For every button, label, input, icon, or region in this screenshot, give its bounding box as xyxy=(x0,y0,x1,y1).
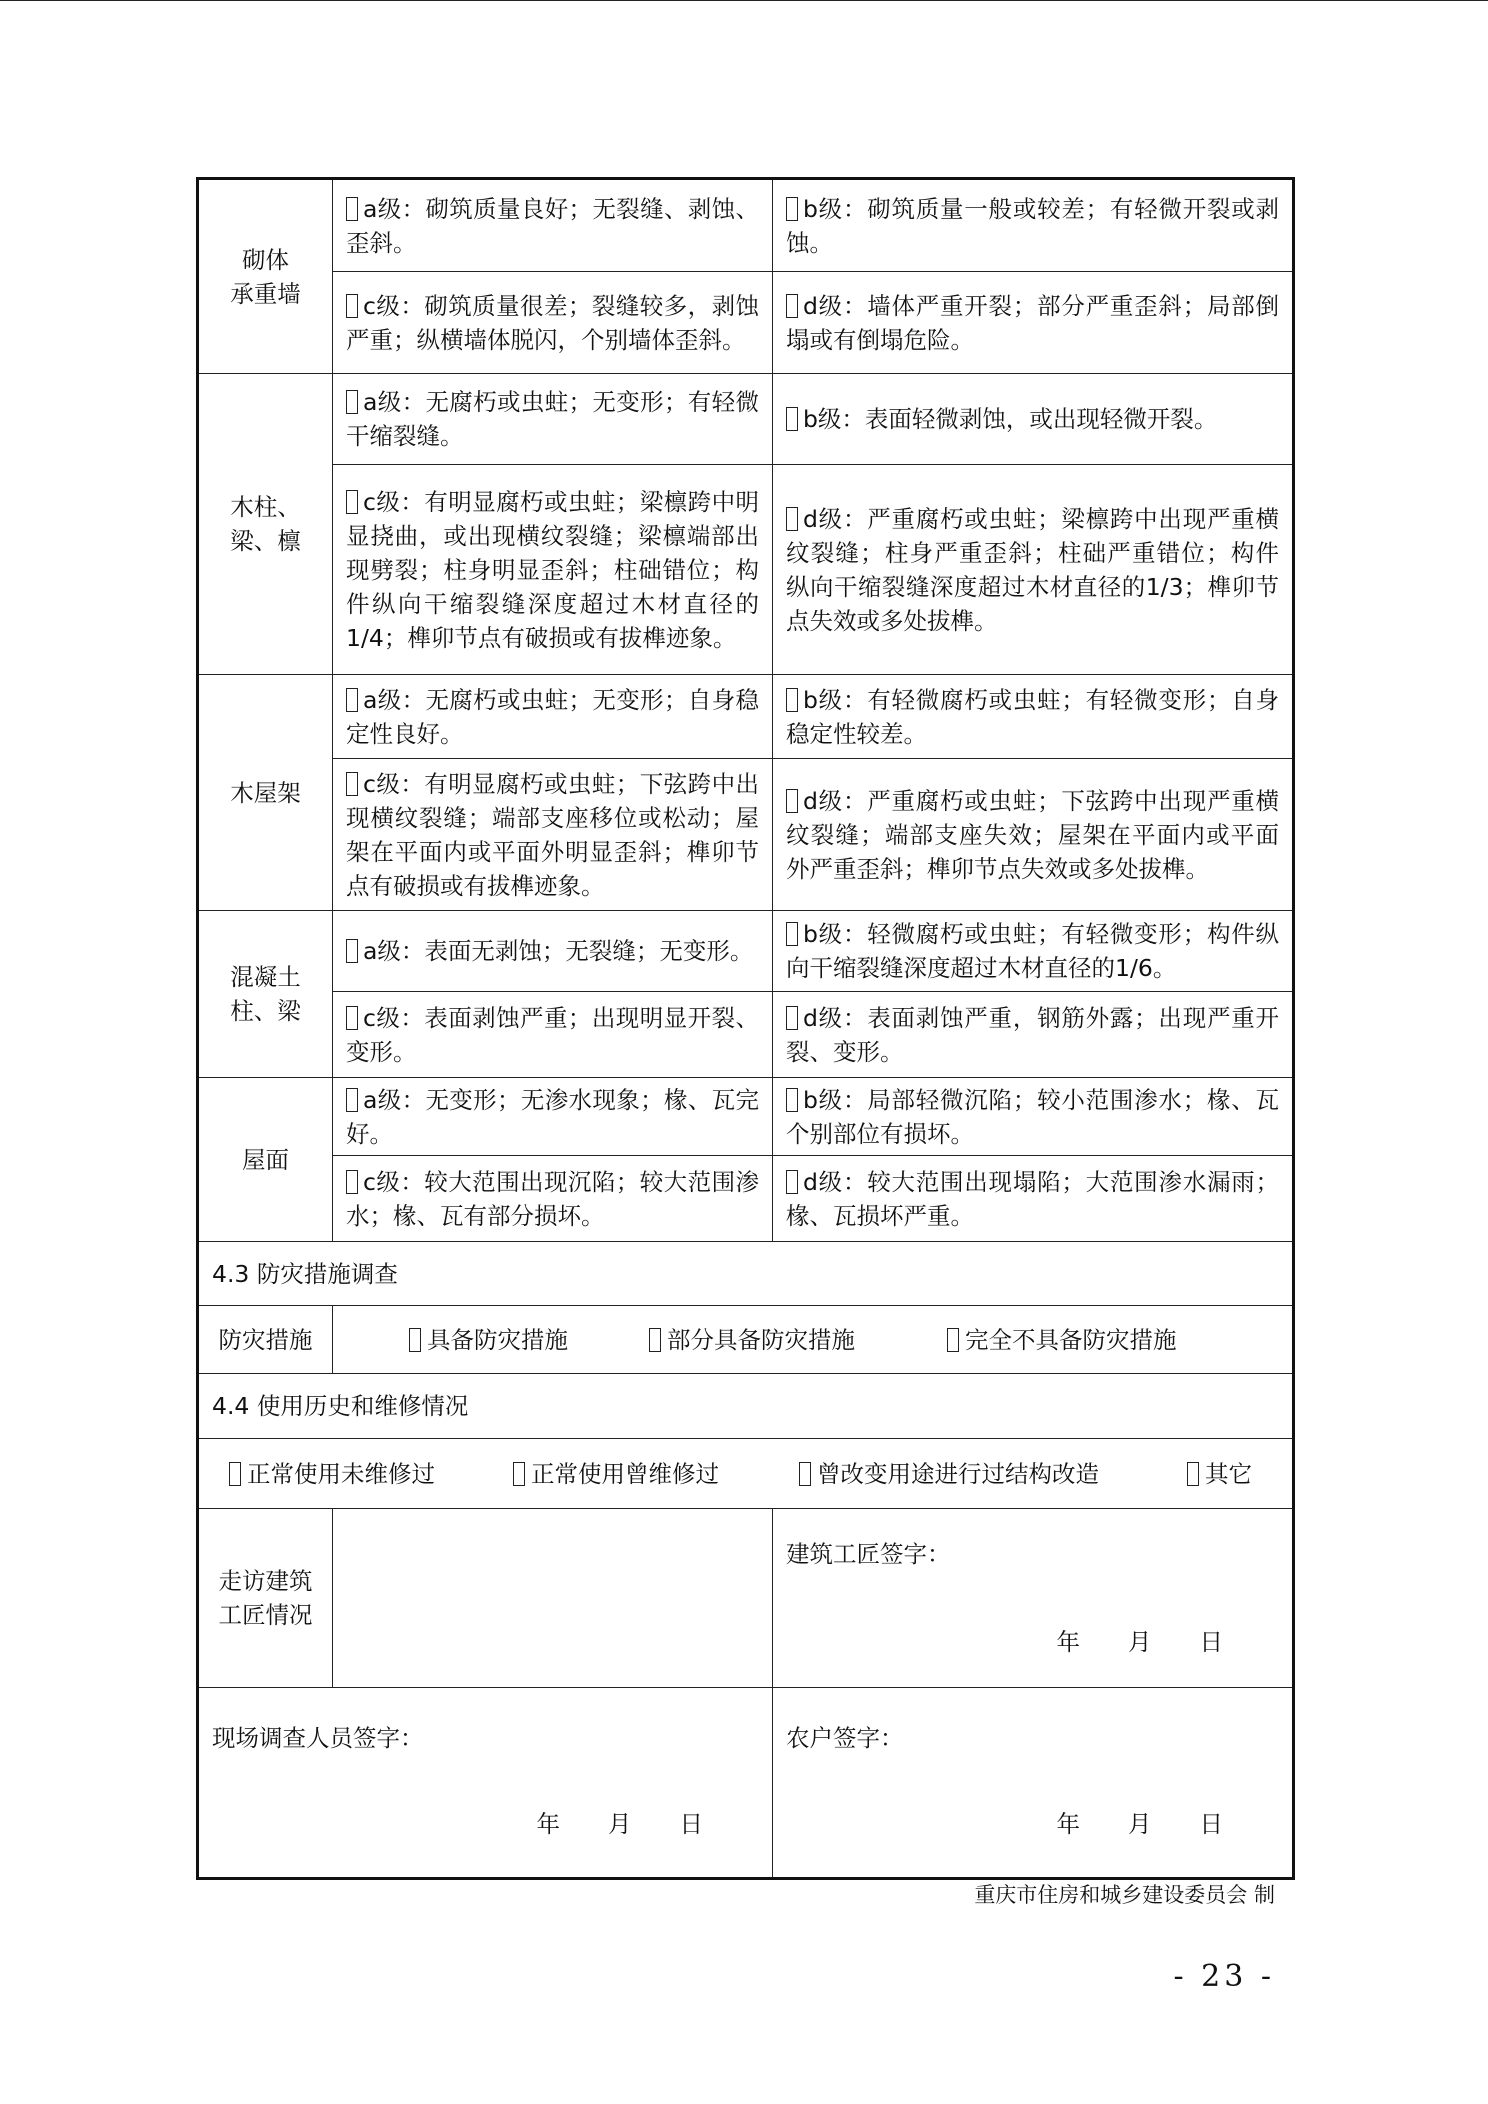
checkbox[interactable] xyxy=(346,1006,358,1030)
grade-b-timber-truss: b级：有轻微腐朽或虫蛀；有轻微变形；自身稳定性较差。 xyxy=(773,675,1294,759)
grade-d-timber-truss: d级：严重腐朽或虫蛀；下弦跨中出现严重横纹裂缝；端部支座失效；屋架在平面内或平面外严重歪斜；榫卯节点失效或多处拔榫。 xyxy=(773,759,1294,911)
checkbox[interactable] xyxy=(786,1170,798,1194)
survey-form-table xyxy=(196,177,1295,1880)
usage-history-options xyxy=(198,1439,1294,1509)
grade-a-concrete: a级：表面无剥蚀；无裂缝；无变形。 xyxy=(333,911,773,992)
checkbox[interactable] xyxy=(799,1462,811,1486)
grade-b-masonry: b级：砌筑质量一般或较差；有轻微开裂或剥蚀。 xyxy=(773,179,1294,272)
craftsman-signature-label: 建筑工匠签字： xyxy=(786,1540,951,1568)
checkbox[interactable] xyxy=(346,197,358,221)
checkbox[interactable] xyxy=(346,1170,358,1194)
surveyor-signature-label: 现场调查人员签字： xyxy=(212,1724,424,1752)
farmer-date xyxy=(786,1807,1279,1841)
option-changed-use[interactable]: 曾改变用途进行过结构改造 xyxy=(799,1457,1187,1491)
section-4-4-title: 4.4 使用历史和维修情况 xyxy=(198,1374,1294,1439)
grade-b-roof: b级：局部轻微沉陷；较小范围渗水；椽、瓦个别部位有损坏。 xyxy=(773,1078,1294,1156)
timber-column-row-ab xyxy=(198,374,1294,465)
signature-row xyxy=(198,1688,1294,1879)
checkbox[interactable] xyxy=(786,407,798,431)
farmer-signature-cell[interactable] xyxy=(773,1688,1294,1879)
checkbox[interactable] xyxy=(786,1006,798,1030)
option-has-measures[interactable]: 具备防灾措施 xyxy=(409,1323,649,1357)
checkbox[interactable] xyxy=(786,1088,798,1112)
checkbox[interactable] xyxy=(947,1328,959,1352)
timber-truss-row-ab xyxy=(198,675,1294,759)
checkbox[interactable] xyxy=(346,688,358,712)
grade-c-roof: c级：较大范围出现沉陷；较大范围渗水；椽、瓦有部分损坏。 xyxy=(333,1156,773,1242)
roof-row-ab xyxy=(198,1078,1294,1156)
checkbox[interactable] xyxy=(786,507,798,531)
category-timber-column: 木柱、 梁、檩 xyxy=(198,374,333,675)
checkbox[interactable] xyxy=(346,390,358,414)
option-partial-measures[interactable]: 部分具备防灾措施 xyxy=(649,1323,947,1357)
section-4-4-header-row xyxy=(198,1374,1294,1439)
craftsman-notes-field[interactable] xyxy=(333,1509,773,1688)
checkbox[interactable] xyxy=(786,789,798,813)
option-repaired[interactable]: 正常使用曾维修过 xyxy=(513,1457,799,1491)
disaster-measures-row xyxy=(198,1306,1294,1374)
grade-a-timber-column: a级：无腐朽或虫蛀；无变形；有轻微干缩裂缝。 xyxy=(333,374,773,465)
checkbox[interactable] xyxy=(229,1462,241,1486)
checkbox[interactable] xyxy=(649,1328,661,1352)
timber-truss-row-cd xyxy=(198,759,1294,911)
date-month: 月 xyxy=(1128,1628,1152,1656)
craftsman-date xyxy=(786,1625,1279,1659)
roof-row-cd xyxy=(198,1156,1294,1242)
page-number: - 23 - xyxy=(1173,1959,1275,1994)
checkbox[interactable] xyxy=(346,1088,358,1112)
category-roof: 屋面 xyxy=(198,1078,333,1242)
concrete-row-cd xyxy=(198,992,1294,1078)
disaster-measures-label: 防灾措施 xyxy=(198,1306,333,1374)
grade-a-timber-truss: a级：无腐朽或虫蛀；无变形；自身稳定性良好。 xyxy=(333,675,773,759)
timber-column-row-cd xyxy=(198,465,1294,675)
category-masonry: 砌体 承重墙 xyxy=(198,179,333,374)
disaster-measures-options xyxy=(333,1306,1294,1374)
checkbox[interactable] xyxy=(786,294,798,318)
checkbox[interactable] xyxy=(346,772,358,796)
section-4-3-header-row xyxy=(198,1242,1294,1306)
issuer-note: 重庆市住房和城乡建设委员会 制 xyxy=(974,1883,1275,1907)
grade-c-masonry: c级：砌筑质量很差；裂缝较多，剥蚀严重；纵横墙体脱闪，个别墙体歪斜。 xyxy=(333,272,773,374)
section-4-3-title: 4.3 防灾措施调查 xyxy=(198,1242,1294,1306)
grade-b-timber-column: b级：表面轻微剥蚀，或出现轻微开裂。 xyxy=(773,374,1294,465)
craftsman-row xyxy=(198,1509,1294,1688)
checkbox[interactable] xyxy=(513,1462,525,1486)
grade-a-masonry: a级：砌筑质量良好；无裂缝、剥蚀、歪斜。 xyxy=(333,179,773,272)
date-day: 日 xyxy=(1199,1628,1223,1656)
craftsman-label: 走访建筑 工匠情况 xyxy=(198,1509,333,1688)
date-year: 年 xyxy=(1056,1628,1080,1656)
surveyor-signature-cell[interactable] xyxy=(198,1688,773,1879)
date-year: 年 xyxy=(1056,1810,1080,1838)
category-concrete: 混凝土 柱、梁 xyxy=(198,911,333,1078)
usage-history-row xyxy=(198,1439,1294,1509)
checkbox[interactable] xyxy=(346,294,358,318)
grade-c-timber-truss: c级：有明显腐朽或虫蛀；下弦跨中出现横纹裂缝；端部支座移位或松动；屋架在平面内或平面外明显歪斜；榫卯节点有破损或有拔榫迹象。 xyxy=(333,759,773,911)
checkbox[interactable] xyxy=(346,490,358,514)
checkbox[interactable] xyxy=(786,922,798,946)
grade-c-concrete: c级：表面剥蚀严重；出现明显开裂、变形。 xyxy=(333,992,773,1078)
category-timber-truss: 木屋架 xyxy=(198,675,333,911)
concrete-row-ab xyxy=(198,911,1294,992)
farmer-signature-label: 农户签字： xyxy=(786,1724,904,1752)
date-year: 年 xyxy=(536,1810,560,1838)
grade-d-roof: d级：较大范围出现塌陷；大范围渗水漏雨；椽、瓦损坏严重。 xyxy=(773,1156,1294,1242)
option-other[interactable]: 其它 xyxy=(1187,1457,1252,1491)
page-top-rule xyxy=(0,0,1488,1)
grade-d-masonry: d级：墙体严重开裂；部分严重歪斜；局部倒塌或有倒塌危险。 xyxy=(773,272,1294,374)
grade-b-concrete: b级：轻微腐朽或虫蛀；有轻微变形；构件纵向干缩裂缝深度超过木材直径的1/6。 xyxy=(773,911,1294,992)
date-month: 月 xyxy=(608,1810,632,1838)
masonry-row-cd xyxy=(198,272,1294,374)
grade-d-concrete: d级：表面剥蚀严重，钢筋外露；出现严重开裂、变形。 xyxy=(773,992,1294,1078)
date-day: 日 xyxy=(1199,1810,1223,1838)
checkbox[interactable] xyxy=(786,688,798,712)
grade-d-timber-column: d级：严重腐朽或虫蛀；梁檩跨中出现严重横纹裂缝；柱身严重歪斜；柱础严重错位；构件纵向干缩裂缝深度超过木材直径的1/3；榫卯节点失效或多处拔榫。 xyxy=(773,465,1294,675)
craftsman-signature-cell[interactable] xyxy=(773,1509,1294,1688)
checkbox[interactable] xyxy=(786,197,798,221)
option-no-repair[interactable]: 正常使用未维修过 xyxy=(229,1457,513,1491)
checkbox[interactable] xyxy=(409,1328,421,1352)
checkbox[interactable] xyxy=(1187,1462,1199,1486)
option-no-measures[interactable]: 完全不具备防灾措施 xyxy=(947,1323,1177,1357)
grade-a-roof: a级：无变形；无渗水现象；椽、瓦完好。 xyxy=(333,1078,773,1156)
date-month: 月 xyxy=(1128,1810,1152,1838)
masonry-row-ab xyxy=(198,179,1294,272)
surveyor-date xyxy=(212,1807,759,1841)
checkbox[interactable] xyxy=(346,939,358,963)
grade-c-timber-column: c级：有明显腐朽或虫蛀；梁檩跨中明显挠曲，或出现横纹裂缝；梁檩端部出现劈裂；柱身明显歪斜；柱础错位；构件纵向干缩裂缝深度超过木材直径的1/4；榫卯节点有破损或有拔榫迹象。 xyxy=(333,465,773,675)
date-day: 日 xyxy=(679,1810,703,1838)
